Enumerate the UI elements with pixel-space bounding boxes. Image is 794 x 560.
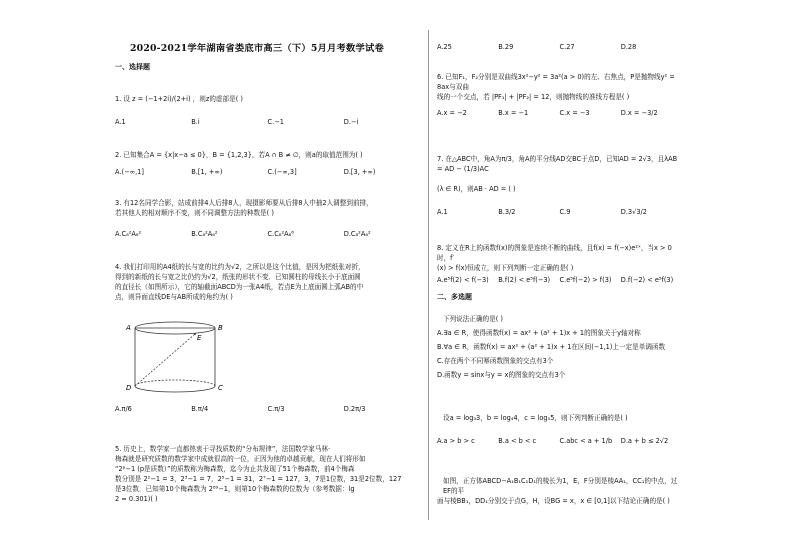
q4-option-d[interactable]: D.2π/3: [343, 405, 366, 413]
q5-option-b[interactable]: B.29: [498, 43, 514, 51]
question-2-text: 2. 已知集合A = {x|x−a ≤ 0}，B = {1,2,3}，若A ∩ B ≠ ∅，则a的取值范围为( ): [115, 151, 363, 159]
question-1: [115, 94, 420, 104]
question-4-line-2: 得到的新纸的长与宽之比仍约为√2，纸张的形状不变．已知圆柱的母线长小于底面圆: [115, 273, 361, 281]
question-1-options: [115, 117, 420, 127]
question-3: [115, 198, 420, 218]
m1-option-b[interactable]: B.∀a ∈ R，函数f(x) = ax² + (a² + 1)x + 1在区间(−1,1)上一定是单调函数: [437, 343, 666, 351]
multi-question-3-line-2: 面与棱BB₁，DD₁分别交于点G，H，设BG = x，x ∈ [0,1]以下结论正确的是( ): [437, 497, 670, 505]
q8-option-b[interactable]: B.f(2) < e⁵f(−3): [498, 276, 551, 284]
figure-label-c: C: [218, 384, 223, 392]
q4-option-b[interactable]: B.π/4: [191, 405, 209, 413]
question-7: [437, 154, 682, 194]
q5-option-a[interactable]: A.25: [437, 43, 452, 51]
q8-option-a[interactable]: A.e⁵f(2) < f(−3): [437, 276, 489, 284]
question-6-line-1: 6. 已知F₁，F₂分别是双曲线3x²−y² = 3a²(a > 0)的左、右焦点，P是抛物线y² = 8ax与双曲: [437, 73, 675, 91]
multi-question-2: [437, 413, 682, 423]
question-8-line-1: 8. 定义在R上的函数f(x)的图象是连续不断的曲线，且f(x) = f(−x)e²ˣ，当x > 0时，f′: [437, 244, 672, 262]
q3-option-b[interactable]: B.C₈²A₆²: [191, 230, 218, 238]
multi-question-2-stem: 设a = log₃3，b = log₄4，c = log₅5，则下列判断正确的是( ): [443, 414, 628, 422]
q1-option-a[interactable]: A.1: [115, 118, 126, 126]
exam-title: 2020-2021学年湖南省娄底市高三（下）5月月考数学试卷: [130, 43, 385, 54]
q6-option-c[interactable]: C.x = −3: [559, 109, 590, 117]
q7-option-a[interactable]: A.1: [437, 208, 448, 216]
q1-option-d[interactable]: D.−i: [343, 118, 359, 126]
q6-option-a[interactable]: A.x = −2: [437, 109, 467, 117]
multi-question-3-line-1: 如图，正方体ABCD−A₁B₁C₁D₁的棱长为1，E，F分别是棱AA₁，CC₁的中点，过EF的平: [443, 477, 678, 495]
q3-option-a[interactable]: A.C₈²A₆²: [115, 230, 142, 238]
question-3-options: [115, 229, 420, 239]
q4-option-c[interactable]: C.π/3: [267, 405, 285, 413]
question-7-line-2: (λ ∈ R)，则AB · AD = ( ): [437, 185, 516, 193]
question-2-options: [115, 167, 420, 177]
q7-option-b[interactable]: B.3/2: [498, 208, 516, 216]
q1-option-c[interactable]: C.−1: [267, 118, 284, 126]
q2-option-d[interactable]: D.[3, +∞): [343, 168, 376, 176]
question-5-options: [437, 42, 682, 52]
figure-label-b: B: [218, 324, 223, 332]
q7-option-d[interactable]: D.3√3/2: [620, 208, 647, 216]
question-6-line-2: 线的一个交点，若 |PF₁| + |PF₂| = 12，则抛物线的准线方程是( ): [437, 93, 630, 101]
column-divider: [428, 30, 429, 520]
q8-option-c[interactable]: C.e⁵f(−2) > f(3): [559, 276, 612, 284]
m2-option-a[interactable]: A.a > b > c: [437, 437, 475, 445]
m1-option-d[interactable]: D.函数y = sinx与y = x的图象的交点有3个: [437, 371, 566, 379]
figure-label-a: A: [126, 324, 131, 332]
section-single-choice: 一、选择题: [115, 63, 150, 71]
q2-option-c[interactable]: C.(−∞,3]: [267, 168, 297, 176]
question-6-options: [437, 108, 682, 118]
multi-question-2-options: [437, 436, 682, 446]
question-4-options: [115, 404, 420, 414]
question-5: [115, 444, 420, 504]
question-8: [437, 243, 682, 273]
section-multi-choice: 二、多选题: [437, 293, 472, 301]
figure-label-d: D: [126, 384, 132, 392]
question-4-line-3: 的直径长（如图所示），它的轴截面ABCD为一张A4纸，若点E为上底面圆上弧AB的中: [115, 283, 364, 291]
question-7-options: [437, 207, 682, 217]
question-5-line-3: “2ᵖ−1 (p是质数）”的质数称为梅森数，迄今为止共发现了51个梅森数，前4个梅森: [115, 465, 355, 473]
question-7-line-1: 7. 在△ABC中，角A为π/3，角A的平分线AD交BC于点D，已知AD = 2√3，且λAB = AD − (1/3)AC: [437, 155, 678, 173]
multi-question-1: [437, 314, 682, 380]
q4-option-a[interactable]: A.π/6: [115, 405, 132, 413]
question-8-line-2: (x) > f(x)恒成立，则下列判断一定正确的是( ): [437, 264, 574, 272]
question-5-line-1: 5. 历史上，数学家一直都热衷于寻找质数的“分布规律”，法国数学家马林·: [115, 445, 331, 453]
question-3-line-2: 若其他人的相对顺序不变，则不同调整方法的种数是( ): [115, 209, 274, 217]
question-2: [115, 150, 420, 160]
q5-option-c[interactable]: C.27: [559, 43, 575, 51]
question-4-line-4: 点，则异面直线DE与AB所成的角约为( ): [115, 293, 233, 301]
q3-option-d[interactable]: D.C₈²A₆²: [343, 230, 371, 238]
q2-option-b[interactable]: B.[1, +∞): [191, 168, 223, 176]
m1-option-c[interactable]: C.存在两个不同幂函数图象的交点有3个: [437, 357, 554, 365]
q6-option-b[interactable]: B.x = −1: [498, 109, 529, 117]
m1-option-a[interactable]: A.∃a ∈ R，使得函数f(x) = ax² + (a² + 1)x + 1的图象关于y轴对称: [437, 329, 641, 337]
question-5-line-4: 数分别是 2²−1 = 3，2³−1 = 7，2⁵−1 = 31，2⁷−1 = 127，3，7是1位数，31是2位数，127: [115, 475, 402, 483]
m2-option-b[interactable]: B.a < b < c: [498, 437, 537, 445]
question-8-options: [437, 275, 682, 285]
q5-option-d[interactable]: D.28: [620, 43, 637, 51]
question-4: [115, 262, 420, 302]
figure-label-e: E: [197, 334, 202, 342]
q3-option-c[interactable]: C.C₈²A₆⁶: [267, 230, 294, 238]
question-1-text: 1. 设 z = (−1+2i)/(2+i) ，则z的虚部是( ): [115, 95, 243, 103]
question-5-line-2: 梅森就是研究质数的数学家中成就很高的一位，正因为他的卓越贡献，现在人们将形如: [115, 455, 366, 463]
q2-option-a[interactable]: A.(−∞,1]: [115, 168, 144, 176]
question-5-line-5: 是3位数．已知第10个梅森数为 2⁸⁹−1，则第10个梅森数的位数为（参考数据：lg: [115, 485, 355, 493]
q1-option-b[interactable]: B.i: [191, 118, 200, 126]
q6-option-d[interactable]: D.x = −3/2: [620, 109, 658, 117]
q7-option-c[interactable]: C.9: [559, 208, 571, 216]
question-5-line-6: 2 ≈ 0.301)( ): [115, 495, 158, 503]
multi-question-1-stem: 下列说法正确的是( ): [443, 315, 503, 323]
m2-option-d[interactable]: D.a + b ≤ 2√2: [620, 437, 669, 445]
multi-question-3: [437, 476, 682, 506]
question-3-line-1: 3. 有12名同学合影，站成前排4人后排8人，现摄影师要从后排8人中抽2人调整到前排，: [115, 199, 373, 207]
m2-option-c[interactable]: C.abc < a + 1/b: [559, 437, 613, 445]
q8-option-d[interactable]: D.f(−2) < e⁵f(3): [620, 276, 674, 284]
question-4-line-1: 4. 我们打印用的A4纸的长与宽的比约为√2，之所以是这个比值，是因为把纸张对折，: [115, 263, 365, 271]
question-6: [437, 72, 682, 102]
cylinder-figure: [125, 316, 225, 402]
